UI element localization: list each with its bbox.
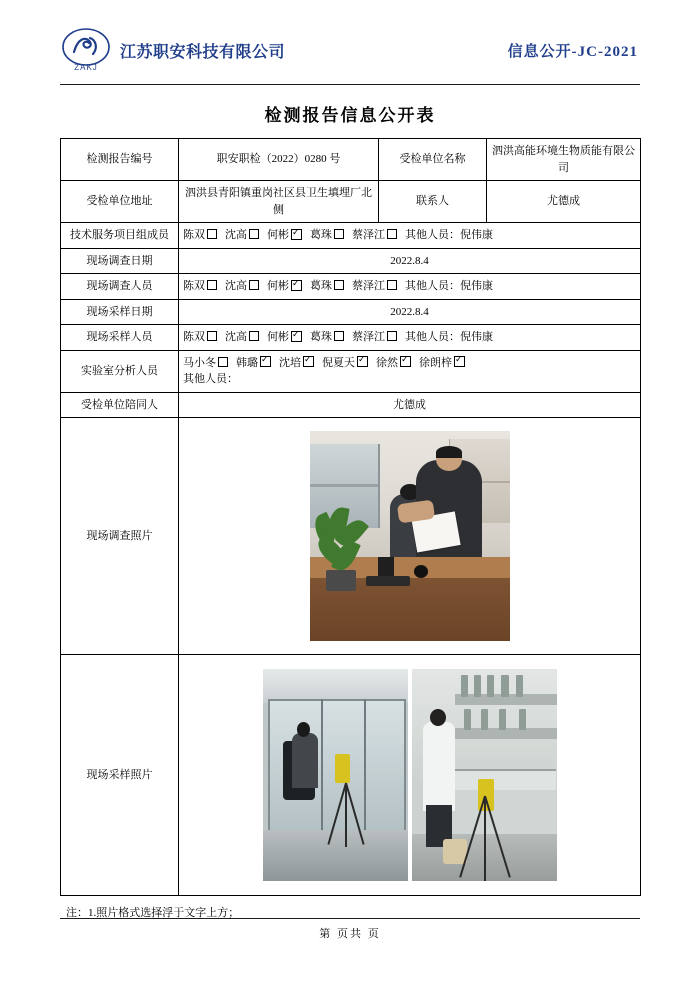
lab-staff-label: 实验室分析人员 (61, 350, 179, 392)
checkbox-unchecked[interactable] (387, 331, 397, 341)
staff-4: 蔡泽江 (352, 229, 398, 241)
page-footer: 第 页共 页 (60, 918, 640, 941)
table-row (61, 248, 641, 274)
lab-5: 徐朗梓✓ (419, 357, 466, 369)
table-row (61, 139, 641, 181)
sampling-staff-members (179, 325, 641, 351)
survey-staff-members (179, 274, 641, 300)
lab-staff-members (179, 350, 641, 392)
checkbox-unchecked[interactable] (207, 280, 217, 290)
survey-photo-wrap (183, 431, 636, 641)
sampling-photo-label: 现场采样照片 (61, 655, 179, 896)
sampling-photo-cell (179, 655, 641, 896)
table-row (61, 223, 641, 249)
survey-photo-label: 现场调查照片 (61, 418, 179, 655)
client-name-value: 泗洪高能环境生物质能有限公司 (487, 139, 641, 181)
table-row (61, 299, 641, 325)
staff-1: 沈高 (225, 229, 260, 241)
sampling-date-value: 2022.8.4 (179, 299, 641, 325)
table-row-sampling-photo (61, 655, 641, 896)
checkbox-unchecked[interactable] (334, 331, 344, 341)
table-note: 注：1.照片格式选择浮于文字上方； (66, 907, 240, 919)
table-row-survey-photo (61, 418, 641, 655)
staff-2: 何彬 ✓ (267, 280, 303, 292)
document-header (60, 22, 640, 85)
checkbox-unchecked[interactable] (207, 229, 217, 239)
checkbox-checked[interactable] (260, 356, 271, 367)
lab-4: 徐然 ✓ (376, 357, 412, 369)
checkbox-unchecked[interactable] (387, 280, 397, 290)
report-info-table (60, 138, 641, 896)
checkbox-unchecked[interactable] (334, 280, 344, 290)
other-staff-label: 其他人员： (405, 229, 460, 241)
staff-1: 沈高 (225, 280, 260, 292)
other-staff-value: 倪伟康 (460, 331, 493, 343)
tech-team-members (179, 223, 641, 249)
contact-label: 联系人 (379, 181, 487, 223)
table-row (61, 350, 641, 392)
table-row (61, 325, 641, 351)
page-content (60, 22, 640, 920)
staff-0: 陈双 (183, 280, 218, 292)
report-no-value: 职安职检（2022）0280 号 (179, 139, 379, 181)
header-left (60, 26, 285, 74)
survey-staff-label: 现场调查人员 (61, 274, 179, 300)
checkbox-unchecked[interactable] (249, 331, 259, 341)
checkbox-checked[interactable] (400, 356, 411, 367)
other-staff-label: 其他人员： (405, 331, 460, 343)
accompany-value: 尤德成 (179, 392, 641, 418)
staff-3: 葛珠 (310, 229, 345, 241)
sampling-photo-image-right (412, 669, 557, 881)
sampling-staff-label: 现场采样人员 (61, 325, 179, 351)
table-row (61, 181, 641, 223)
checkbox-checked[interactable] (303, 356, 314, 367)
staff-0: 陈双 (183, 229, 218, 241)
other-staff-value: 倪伟康 (460, 280, 493, 292)
checkbox-unchecked[interactable] (207, 331, 217, 341)
survey-date-label: 现场调查日期 (61, 248, 179, 274)
checkbox-unchecked[interactable] (249, 280, 259, 290)
checkbox-checked[interactable] (291, 280, 302, 291)
company-logo-icon (60, 26, 112, 74)
lab-2: 沈培 ✓ (279, 357, 315, 369)
staff-1: 沈高 (225, 331, 260, 343)
checkbox-checked[interactable] (454, 356, 465, 367)
staff-3: 葛珠 (310, 280, 345, 292)
tech-team-label: 技术服务项目组成员 (61, 223, 179, 249)
lab-1: 韩璐 ✓ (236, 357, 272, 369)
report-no-label: 检测报告编号 (61, 139, 179, 181)
checkbox-checked[interactable] (357, 356, 368, 367)
staff-4: 蔡泽江 (352, 331, 398, 343)
checkbox-checked[interactable] (291, 229, 302, 240)
lab-0: 马小冬 (183, 357, 229, 369)
accompany-label: 受检单位陪同人 (61, 392, 179, 418)
survey-photo-image (310, 431, 510, 641)
staff-3: 葛珠 (310, 331, 345, 343)
checkbox-unchecked[interactable] (218, 357, 228, 367)
client-name-label: 受检单位名称 (379, 139, 487, 181)
contact-value: 尤德成 (487, 181, 641, 223)
staff-2: 何彬 ✓ (267, 229, 303, 241)
page-title: 检测报告信息公开表 (264, 106, 436, 125)
staff-2: 何彬 ✓ (267, 331, 303, 343)
lab-staff-line1 (183, 355, 636, 372)
lab-3: 倪夏天 ✓ (322, 357, 369, 369)
other-staff-label: 其他人员： (405, 280, 460, 292)
lab-staff-line2: 其他人员： (183, 373, 238, 385)
company-name: 江苏职安科技有限公司 (120, 43, 286, 61)
document-code: 信息公开-JC-2021 (507, 43, 638, 60)
sampling-photo-wrap (183, 669, 636, 881)
svg-text:ZAKJ: ZAKJ (74, 63, 98, 72)
table-row (61, 274, 641, 300)
checkbox-unchecked[interactable] (387, 229, 397, 239)
other-staff-value: 倪伟康 (460, 229, 493, 241)
client-address-label: 受检单位地址 (61, 181, 179, 223)
sampling-photo-image-left (263, 669, 408, 881)
staff-4: 蔡泽江 (352, 280, 398, 292)
table-row (61, 392, 641, 418)
survey-photo-cell (179, 418, 641, 655)
checkbox-unchecked[interactable] (334, 229, 344, 239)
survey-date-value: 2022.8.4 (179, 248, 641, 274)
checkbox-unchecked[interactable] (249, 229, 259, 239)
sampling-date-label: 现场采样日期 (61, 299, 179, 325)
checkbox-checked[interactable] (291, 331, 302, 342)
staff-0: 陈双 (183, 331, 218, 343)
client-address-value: 泗洪县青阳镇重岗社区县卫生填埋厂北侧 (179, 181, 379, 223)
